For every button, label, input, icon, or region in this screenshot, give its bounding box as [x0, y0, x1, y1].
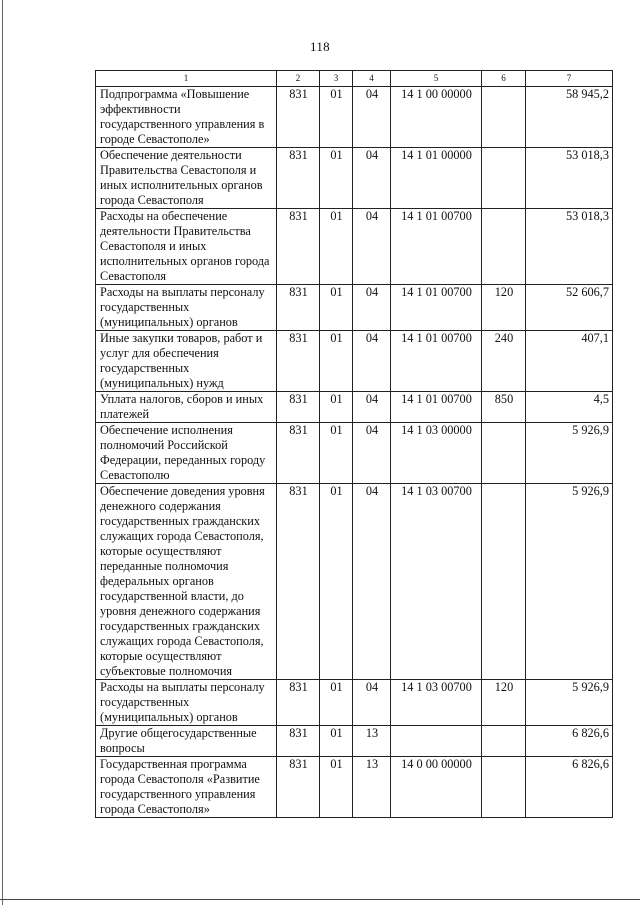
cell-subsection: 04: [353, 285, 391, 331]
cell-section: 01: [320, 285, 353, 331]
row-name: Расходы на выплаты персоналу государственных (муниципальных) органов: [96, 285, 277, 331]
cell-target-article: 14 1 03 00700: [391, 484, 482, 680]
cell-expense-type: [482, 209, 526, 285]
cell-target-article: 14 1 01 00700: [391, 285, 482, 331]
row-name: Расходы на обеспечение деятельности Правительства Севастополя и иных исполнительных органов города Севастополя: [96, 209, 277, 285]
cell-expense-type: 850: [482, 392, 526, 423]
row-name: Уплата налогов, сборов и иных платежей: [96, 392, 277, 423]
cell-amount: 6 826,6: [526, 726, 613, 757]
cell-subsection: 04: [353, 484, 391, 680]
cell-section: 01: [320, 423, 353, 484]
cell-ministry-code: 831: [277, 209, 320, 285]
table-header-row: [96, 71, 613, 87]
table-row: [96, 423, 613, 484]
cell-amount: 5 926,9: [526, 484, 613, 680]
cell-target-article: 14 1 03 00000: [391, 423, 482, 484]
cell-section: 01: [320, 757, 353, 818]
cell-expense-type: [482, 484, 526, 680]
cell-expense-type: [482, 87, 526, 148]
column-header: 3: [320, 71, 353, 87]
cell-ministry-code: 831: [277, 285, 320, 331]
cell-section: 01: [320, 87, 353, 148]
cell-amount: 53 018,3: [526, 209, 613, 285]
cell-subsection: 04: [353, 680, 391, 726]
cell-target-article: 14 1 01 00700: [391, 331, 482, 392]
cell-target-article: 14 0 00 00000: [391, 757, 482, 818]
row-name: Обеспечение деятельности Правительства Севастополя и иных исполнительных органов города Севастополя: [96, 148, 277, 209]
cell-section: 01: [320, 484, 353, 680]
column-header: 6: [482, 71, 526, 87]
cell-ministry-code: 831: [277, 680, 320, 726]
column-header: 4: [353, 71, 391, 87]
table-row: [96, 209, 613, 285]
cell-ministry-code: 831: [277, 87, 320, 148]
cell-target-article: 14 1 01 00700: [391, 392, 482, 423]
table-row: [96, 680, 613, 726]
table-row: [96, 331, 613, 392]
row-name: Государственная программа города Севастополя «Развитие государственного управления города Севастополя»: [96, 757, 277, 818]
cell-target-article: 14 1 01 00700: [391, 209, 482, 285]
cell-amount: 6 826,6: [526, 757, 613, 818]
cell-amount: 407,1: [526, 331, 613, 392]
cell-amount: 5 926,9: [526, 680, 613, 726]
cell-amount: 4,5: [526, 392, 613, 423]
row-name: Расходы на выплаты персоналу государственных (муниципальных) органов: [96, 680, 277, 726]
cell-section: 01: [320, 331, 353, 392]
cell-section: 01: [320, 148, 353, 209]
cell-expense-type: [482, 757, 526, 818]
cell-ministry-code: 831: [277, 757, 320, 818]
column-header: 5: [391, 71, 482, 87]
cell-expense-type: [482, 726, 526, 757]
row-name: Подпрограмма «Повышение эффективности государственного управления в городе Севастополе»: [96, 87, 277, 148]
cell-target-article: 14 1 03 00700: [391, 680, 482, 726]
cell-section: 01: [320, 680, 353, 726]
page-left-edge: [2, 0, 3, 905]
cell-section: 01: [320, 209, 353, 285]
cell-subsection: 04: [353, 392, 391, 423]
cell-amount: 53 018,3: [526, 148, 613, 209]
cell-subsection: 04: [353, 148, 391, 209]
cell-amount: 52 606,7: [526, 285, 613, 331]
cell-expense-type: 240: [482, 331, 526, 392]
cell-section: 01: [320, 392, 353, 423]
table-row: [96, 285, 613, 331]
cell-target-article: [391, 726, 482, 757]
budget-table: [95, 70, 613, 818]
cell-amount: 5 926,9: [526, 423, 613, 484]
cell-ministry-code: 831: [277, 148, 320, 209]
cell-ministry-code: 831: [277, 331, 320, 392]
cell-target-article: 14 1 01 00000: [391, 148, 482, 209]
cell-expense-type: 120: [482, 285, 526, 331]
cell-subsection: 04: [353, 423, 391, 484]
cell-subsection: 13: [353, 757, 391, 818]
cell-subsection: 04: [353, 87, 391, 148]
cell-expense-type: [482, 148, 526, 209]
page-number: 118: [310, 39, 330, 54]
column-header: 7: [526, 71, 613, 87]
table-row: [96, 392, 613, 423]
cell-expense-type: [482, 423, 526, 484]
table-row: [96, 757, 613, 818]
cell-target-article: 14 1 00 00000: [391, 87, 482, 148]
cell-section: 01: [320, 726, 353, 757]
row-name: Иные закупки товаров, работ и услуг для обеспечения государственных (муниципальных) нужд: [96, 331, 277, 392]
cell-ministry-code: 831: [277, 726, 320, 757]
table-row: [96, 148, 613, 209]
table-row: [96, 87, 613, 148]
row-name: Обеспечение доведения уровня денежного содержания государственных гражданских служащих города Севастополя, которые осуществляют переданные полномочия федеральных органов государственной власти, до уровня денежного содержания государственных гражданских служащих города Севастополя, которые осуществляют субъектовые полномочия: [96, 484, 277, 680]
cell-ministry-code: 831: [277, 392, 320, 423]
cell-subsection: 13: [353, 726, 391, 757]
cell-expense-type: 120: [482, 680, 526, 726]
page-bottom-edge: [0, 899, 640, 900]
row-name: Другие общегосударственные вопросы: [96, 726, 277, 757]
column-header: 1: [96, 71, 277, 87]
cell-ministry-code: 831: [277, 484, 320, 680]
column-header: 2: [277, 71, 320, 87]
cell-subsection: 04: [353, 331, 391, 392]
cell-amount: 58 945,2: [526, 87, 613, 148]
table-row: [96, 484, 613, 680]
row-name: Обеспечение исполнения полномочий Российской Федерации, переданных городу Севастополю: [96, 423, 277, 484]
table-row: [96, 726, 613, 757]
cell-ministry-code: 831: [277, 423, 320, 484]
cell-subsection: 04: [353, 209, 391, 285]
